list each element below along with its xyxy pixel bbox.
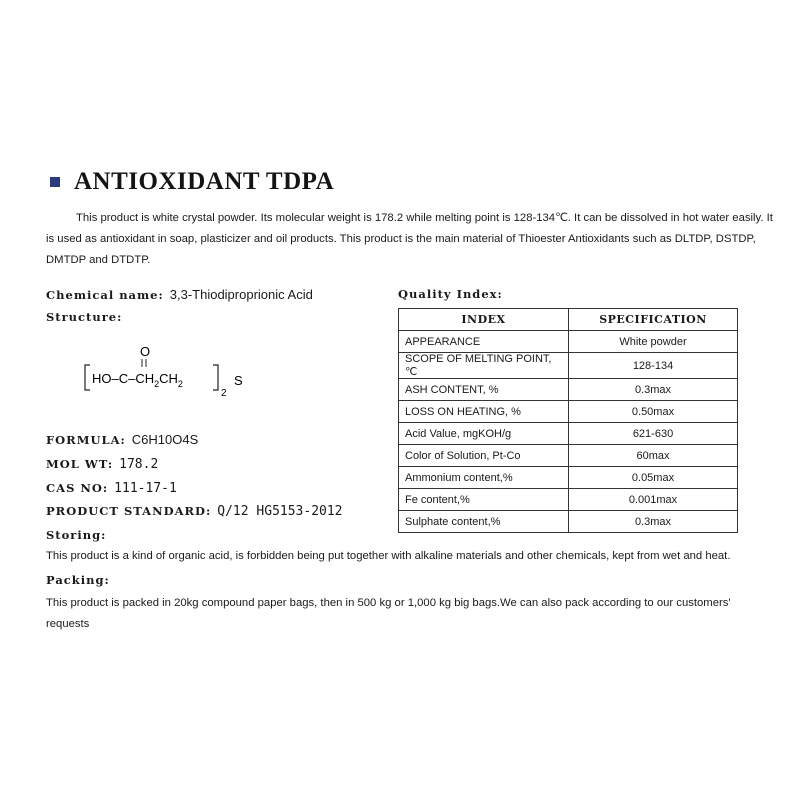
packing-heading xyxy=(46,573,116,587)
index-cell: Fe content,% xyxy=(399,489,569,511)
chain-text: $HO-C-CH_2CH_2$ xyxy=(92,371,183,389)
storing-text: This product is a kind of organic acid, is forbidden being put together with alkaline materials and other chemicals, kept from wet and heat. xyxy=(46,550,731,562)
right-bracket xyxy=(213,365,218,390)
index-cell: Sulphate content,% xyxy=(399,511,569,533)
outer-subscript: 2 xyxy=(221,388,227,399)
index-cell: Color of Solution, Pt-Co xyxy=(399,445,569,467)
packing-label: Packing: xyxy=(46,573,110,587)
index-cell: SCOPE OF MELTING POINT,℃ xyxy=(399,353,569,379)
square-bullet-icon xyxy=(50,177,60,187)
formula-value: C6H10O4S xyxy=(131,432,199,447)
storing-label: Storing: xyxy=(46,528,107,542)
quality-index-table xyxy=(398,308,738,533)
index-cell: Ammonium content,% xyxy=(399,467,569,489)
sulfur-atom: S xyxy=(234,373,243,388)
table-header-row xyxy=(399,309,738,331)
left-bracket xyxy=(85,365,90,390)
structure-label: Structure: xyxy=(46,310,123,324)
index-cell: ASH CONTENT, % xyxy=(399,379,569,401)
structure-row xyxy=(46,310,128,324)
cas-no-value: 111-17-1 xyxy=(114,481,177,496)
quality-index-heading xyxy=(398,287,509,301)
spec-cell: 0.50max xyxy=(569,401,738,423)
formula-label: FORMULA: xyxy=(46,433,126,447)
table-row xyxy=(399,331,738,353)
spec-cell: 0.3max xyxy=(569,511,738,533)
table-row xyxy=(399,353,738,379)
index-cell: APPEARANCE xyxy=(399,331,569,353)
index-header: INDEX xyxy=(399,309,569,331)
chemical-name-label: Chemical name: xyxy=(46,288,164,302)
table-row xyxy=(399,423,738,445)
oxygen-atom: O xyxy=(140,344,151,359)
product-standard-label: PRODUCT STANDARD: xyxy=(46,504,212,518)
table-row xyxy=(399,401,738,423)
formula-row xyxy=(46,432,198,447)
table-row xyxy=(399,511,738,533)
table-row xyxy=(399,379,738,401)
quality-index-label: Quality Index: xyxy=(398,287,503,301)
mol-wt-label: MOL WT: xyxy=(46,457,114,471)
table-row xyxy=(399,445,738,467)
spec-cell: 60max xyxy=(569,445,738,467)
mol-wt-value: 178.2 xyxy=(119,457,159,472)
packing-text: This product is packed in 20kg compound paper bags, then in 500 kg or 1,000 kg big bags.We can also pack according to our customers' requests xyxy=(46,597,731,630)
index-cell: Acid Value, mgKOH/g xyxy=(399,423,569,445)
table-row xyxy=(399,467,738,489)
table-row xyxy=(399,489,738,511)
specification-header: SPECIFICATION xyxy=(569,309,738,331)
chemical-name-row xyxy=(46,287,313,302)
spec-cell: 0.001max xyxy=(569,489,738,511)
chemical-name-value: 3,3-Thiodiproprionic Acid xyxy=(169,287,313,302)
product-standard-value: Q/12 HG5153-2012 xyxy=(217,504,343,519)
storing-heading xyxy=(46,528,112,542)
spec-cell: 0.3max xyxy=(569,379,738,401)
product-standard-row xyxy=(46,504,343,519)
index-cell: LOSS ON HEATING, % xyxy=(399,401,569,423)
title-row xyxy=(50,168,334,196)
mol-wt-row xyxy=(46,457,158,472)
spec-cell: 128-134 xyxy=(569,353,738,379)
cas-no-label: CAS NO: xyxy=(46,481,109,495)
page-title: ANTIOXIDANT TDPA xyxy=(74,168,335,195)
structure-diagram xyxy=(80,340,280,400)
cas-no-row xyxy=(46,481,177,496)
spec-cell: 621-630 xyxy=(569,423,738,445)
intro-paragraph: This product is white crystal powder. Its molecular weight is 178.2 while melting point is 128-134℃. It can be dissolved in hot water easily. It is used as antioxidant in soap, plasticizer and oil products. This product is the main material of Thioester Antioxidants such as DLTDP, DSTDP, DMTDP and DTDTP. xyxy=(46,212,773,266)
spec-cell: White powder xyxy=(569,331,738,353)
spec-cell: 0.05max xyxy=(569,467,738,489)
